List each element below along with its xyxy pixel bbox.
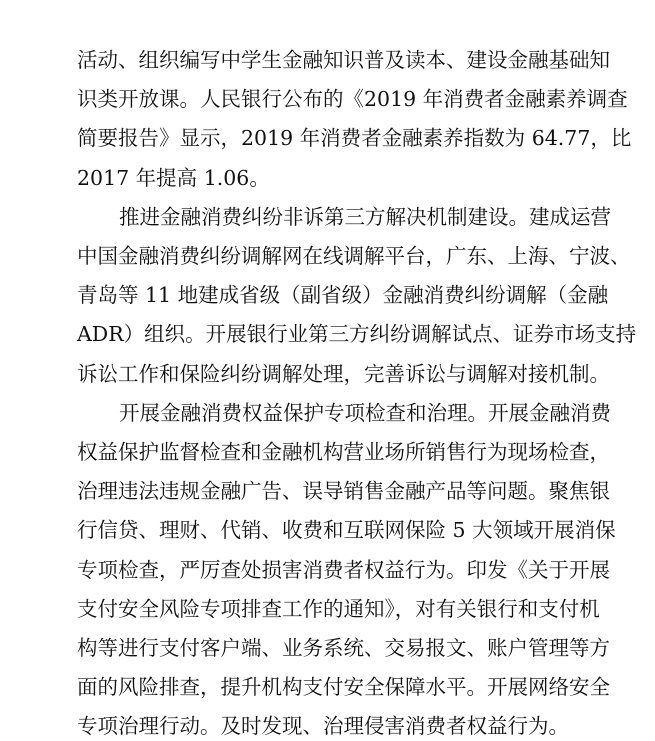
text-line: 专项检查，严厉查处损害消费者权益行为。印发《关于开展 (77, 557, 610, 582)
text-line: 开展金融消费权益保护专项检查和治理。开展金融消费 (119, 400, 611, 425)
text-line: 专项治理行动。及时发现、治理侵害消费者权益行为。 (77, 714, 569, 739)
text-line: 简要报告》显示，2019 年消费者金融素养指数为 64.77，比 (77, 126, 632, 151)
text-line: 青岛等 11 地建成省级（副省级）金融消费纠纷调解（金融 (77, 283, 609, 308)
text-line: 活动、组织编写中学生金融知识普及读本、建设金融基础知 (77, 48, 610, 72)
text-line: 诉讼工作和保险纠纷调解处理，完善诉讼与调解对接机制。 (77, 361, 610, 386)
text-line: 行信贷、理财、代销、收费和互联网保险 5 大领域开展消保 (77, 518, 616, 543)
text-line: 治理违法违规金融广告、误导销售金融产品等问题。聚焦银 (77, 479, 610, 504)
text-line: 面的风险排查，提升机构支付安全保障水平。开展网络安全 (77, 675, 610, 700)
text-line: 支付安全风险专项排查工作的通知》，对有关银行和支付机 (77, 596, 600, 621)
text-line: 权益保护监督检查和金融机构营业场所销售行为现场检查， (77, 440, 610, 464)
text-line: 构等进行支付客户端、业务系统、交易报文、账户管理等方 (77, 636, 610, 660)
text-line: 中国金融消费纠纷调解网在线调解平台，广东、上海、宁波、 (77, 244, 631, 268)
text-line: ADR）组织。开展银行业第三方纠纷调解试点、证券市场支持 (77, 322, 637, 347)
text-line: 2017 年提高 1.06。 (77, 165, 270, 190)
text-line: 识类开放课。人民银行公布的《2019 年消费者金融素养调查 (77, 87, 628, 112)
text-line: 推进金融消费纠纷非诉第三方解决机制建设。建成运营 (119, 204, 611, 229)
